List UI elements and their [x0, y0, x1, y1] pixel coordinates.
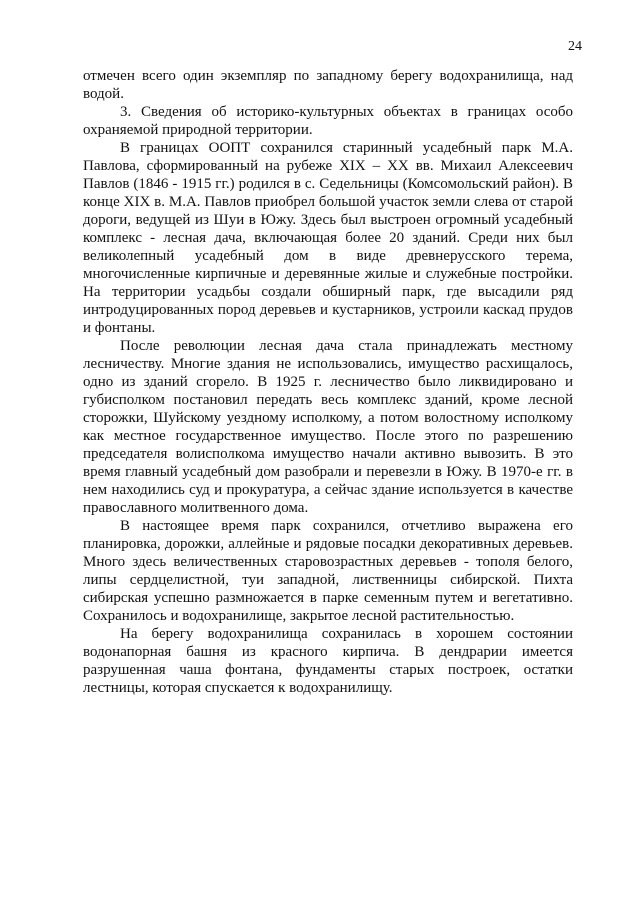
- page-number: 24: [568, 39, 582, 54]
- document-body: [83, 67, 573, 697]
- paragraph-water-tower: На берегу водохранилища сохранилась в хорошем состоянии водонапорная башня из красного кирпича. В дендрарии имеется разрушенная чаша фонтана, фундаменты старых построек, остатки лестницы, которая спускается к водохранилищу.: [83, 626, 573, 696]
- paragraph-estate-history: В границах ООПТ сохранился старинный усадебный парк М.А. Павлова, сформированный на рубеже XIX – XX вв. Михаил Алексеевич Павлов (1846 - 1915 гг.) родился в с. Седельницы (Комсомольский район). В конце XIX в. М.А. Павлов приобрел большой участок земли слева от старой дороги, ведущей из Шуи в Южу. Здесь был выстроен огромный усадебный комплекс - лесная дача, включающая более 20 зданий. Среди них был великолепный усадебный дом в виде древнерусского терема, многочисленные кирпичные и деревянные жилые и служебные постройки. На территории усадьбы создали обширный парк, где высадили ряд интродуцированных пород деревьев и кустарников, устроили каскад прудов и фонтаны.: [83, 140, 573, 336]
- paragraph-continuation: отмечен всего один экземпляр по западному берегу водохранилища, над водой.: [83, 68, 573, 102]
- paragraph-after-revolution: После революции лесная дача стала принадлежать местному лесничеству. Многие здания не использовались, имущество расхищалось, одно из зданий сгорело. В 1925 г. лесничество было ликвидировано и губисполком постановил передать весь комплекс зданий, кроме лесной сторожки, Шуйскому уездному исполкому, а потом волостному исполкому как местное государственное имущество. После этого по разрешению председателя волисполкома имущество начали активно вывозить. В это время главный усадебный дом разобрали и перевезли в Южу. В 1970-е гг. в нем находились суд и прокуратура, а сейчас здание используется в качестве православного молитвенного дома.: [83, 338, 573, 516]
- paragraph-park-today: В настоящее время парк сохранился, отчетливо выражена его планировка, дорожки, аллейные и рядовые посадки декоративных деревьев. Много здесь величественных старовозрастных деревьев - тополя белого, липы сердцелистной, туи западной, лиственницы сибирской. Пихта сибирская успешно размножается в парке семенным путем и вегетативно. Сохранилось и водохранилище, закрытое лесной растительностью.: [83, 518, 573, 624]
- paragraph-section-heading: 3. Сведения об историко-культурных объектах в границах особо охраняемой природной территории.: [83, 104, 573, 138]
